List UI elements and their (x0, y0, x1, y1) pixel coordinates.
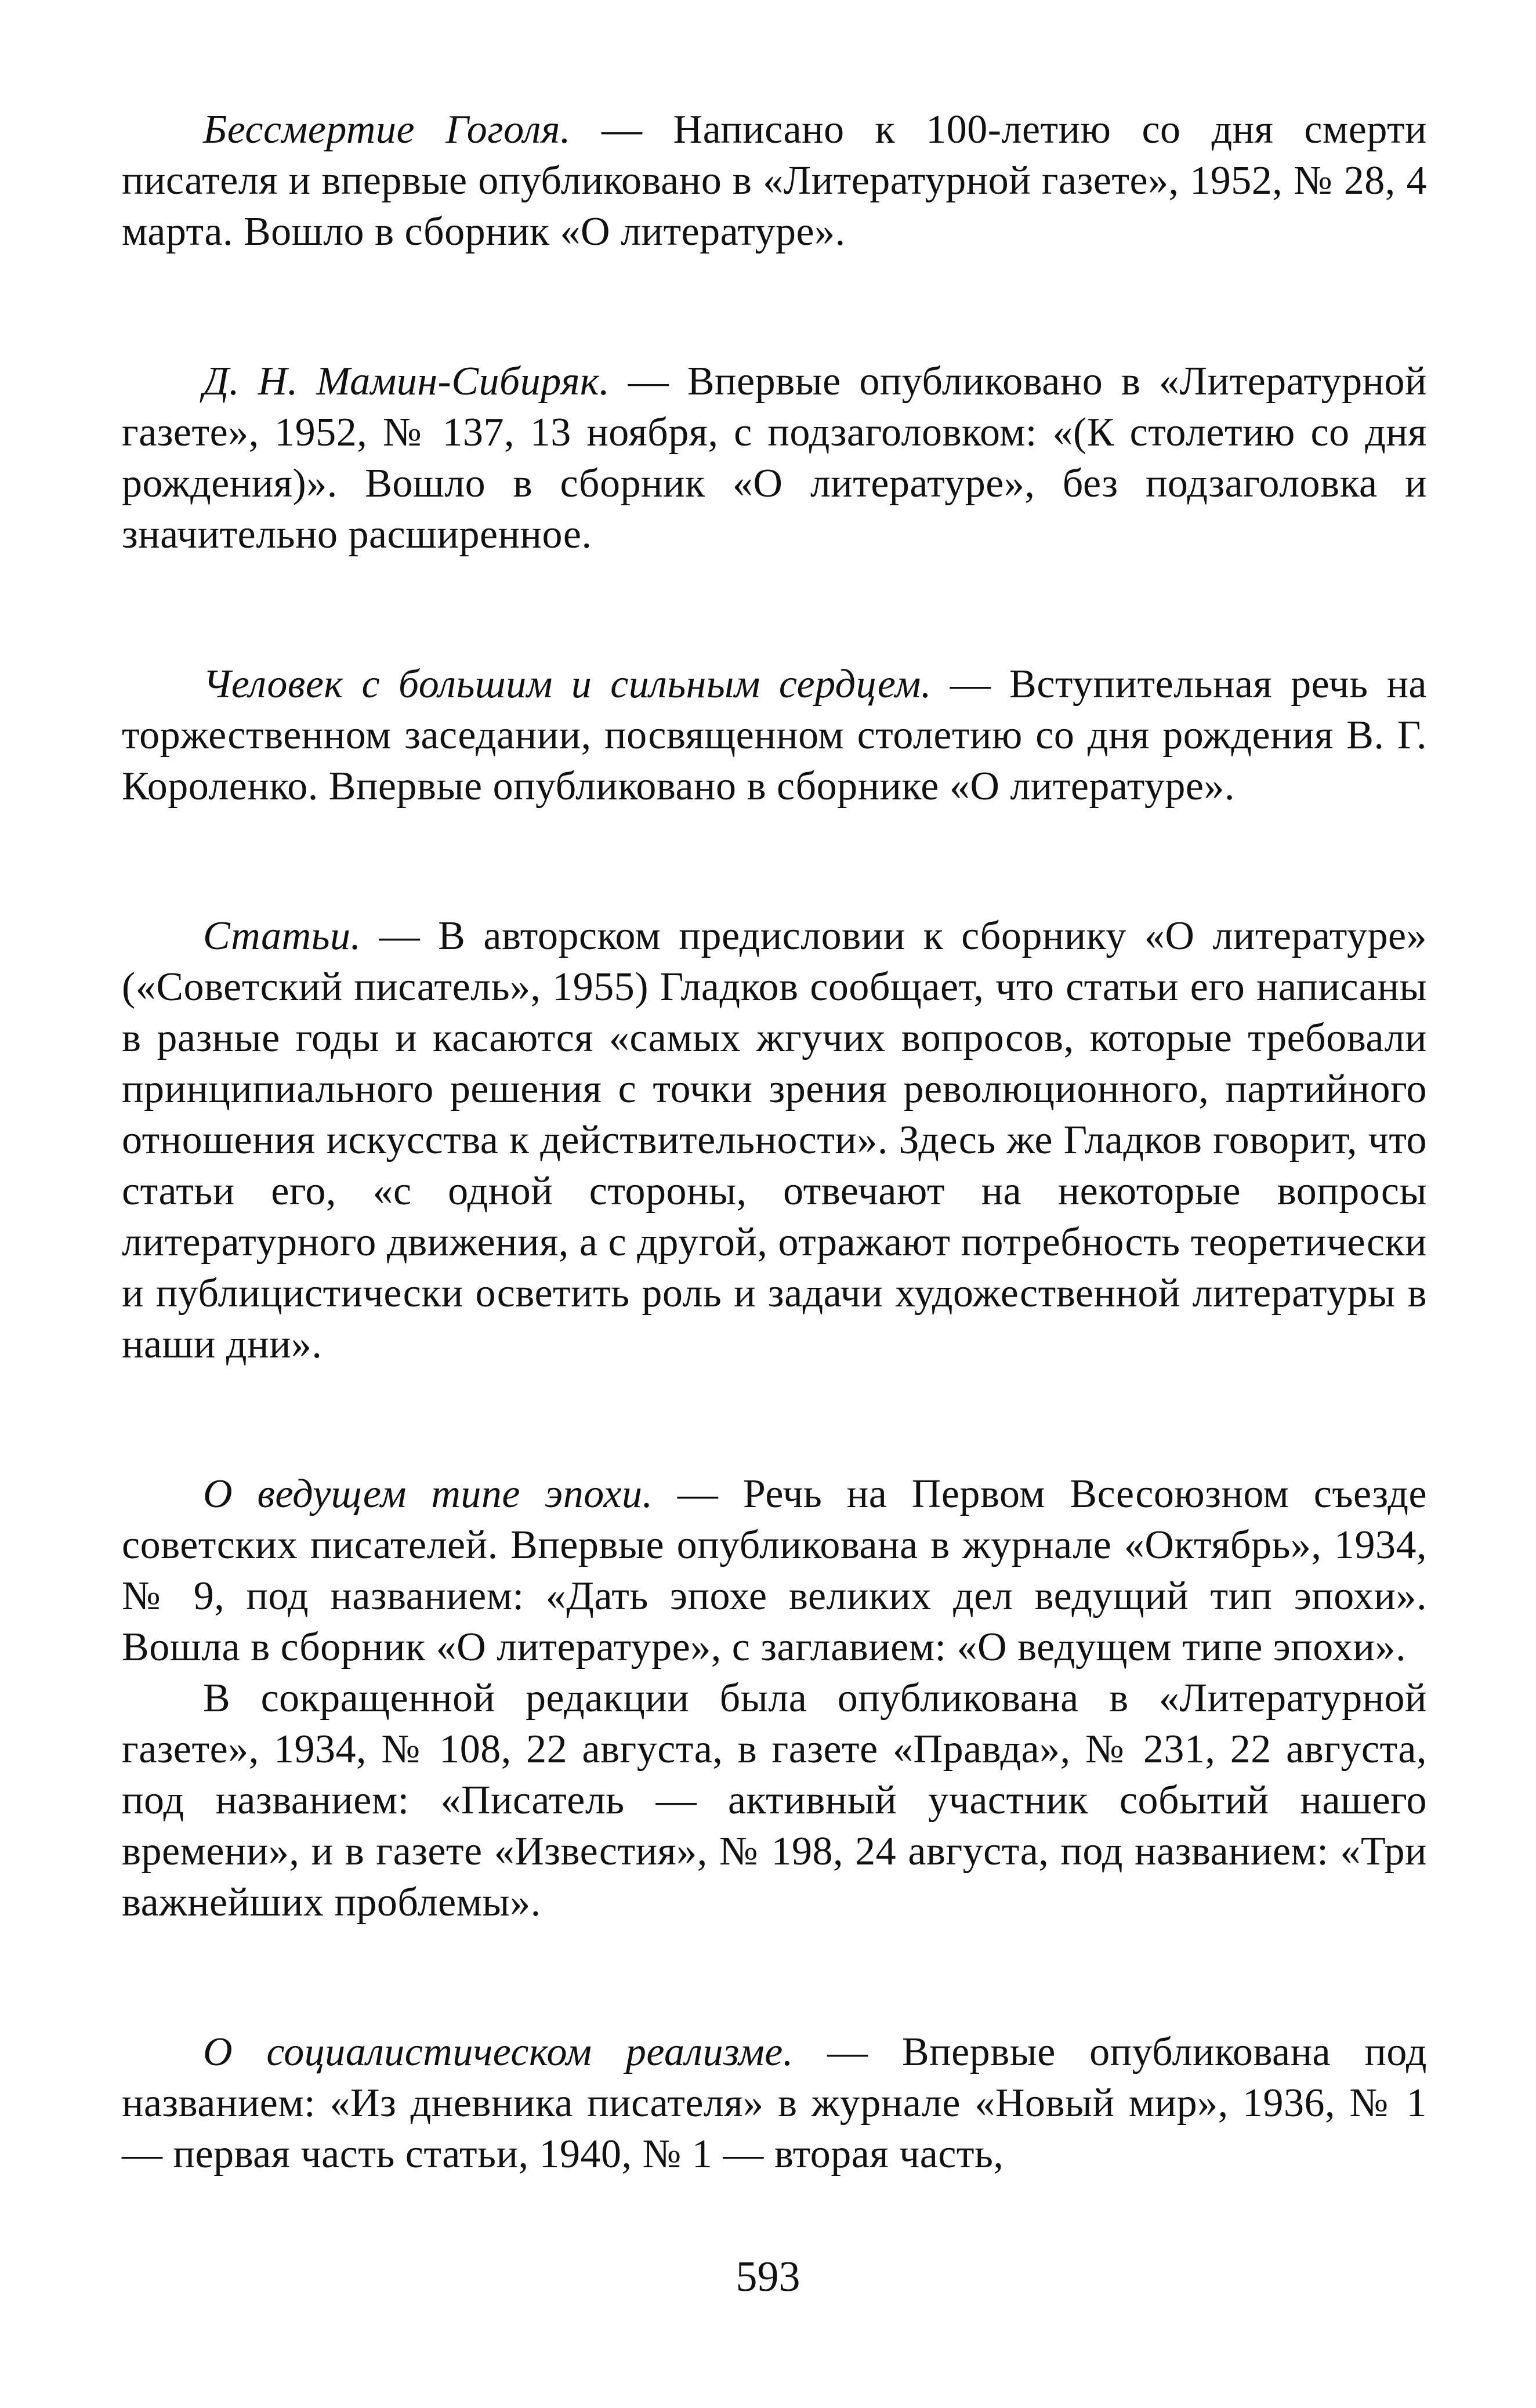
entry-text: — Речь на Первом Всесоюзном съезде советских писателей. Впервые опубликована в журнале «Октябрь», 1934, № 9, под названием: «Дать эпохе великих дел ведущий тип эпохи». Вошла в сборник «О литературе», с заглавием: «О ведущем типе эпохи». (122, 1472, 1428, 1670)
entry-paragraph (122, 104, 1427, 258)
commentary-entry-leading-type (122, 1469, 1427, 1928)
entry-text: — Вступительная речь на торжественном заседании, посвященном столетию со дня рождения В. Г. Короленко. Впервые опубликовано в сборнике «О литературе». (122, 662, 1428, 809)
entry-paragraph: В сокращенной редакции была опубликована в «Литературной газете», 1934, № 108, 22 августа, в газете «Правда», № 231, 22 августа, под названием: «Писатель — активный участник событий нашего времени», и в газете «Известия», № 198, 24 августа, под названием: «Три важнейших проблемы». (122, 1676, 1427, 1925)
entry-paragraph (122, 2027, 1427, 2180)
entry-paragraph (122, 1469, 1427, 1673)
commentary-entry-korolenko (122, 659, 1427, 812)
entry-paragraph (122, 356, 1427, 560)
entry-title: Человек с большим и сильным сердцем. (203, 662, 932, 707)
entry-title: О социалистическом реализме. (203, 2030, 794, 2074)
entry-title: О ведущем типе эпохи. (203, 1472, 653, 1516)
entry-title: Д. Н. Мамин-Сибиряк. (203, 359, 610, 404)
commentary-entry-articles (122, 911, 1427, 1370)
entry-paragraph (122, 911, 1427, 1370)
entry-paragraph (122, 659, 1427, 812)
entry-text: — Впервые опубликована под названием: «Из дневника писателя» в журнале «Новый мир», 1936, № 1 — первая часть статьи, 1940, № 1 — вторая часть, (122, 2030, 1427, 2177)
commentary-entry-socialist-realism (122, 2027, 1427, 2180)
commentary-entry-mamin-sibiryak (122, 356, 1427, 560)
entry-text: — Впервые опубликовано в «Литературной газете», 1952, № 137, 13 ноября, с подзаголовком: «(К столетию со дня рождения)». Вошло в сборник «О литературе», без подзаголовка и значительно расширенное. (122, 359, 1427, 557)
entry-title: Статьи. (203, 914, 361, 958)
entry-title: Бессмертие Гоголя. (203, 107, 571, 152)
document-page (122, 104, 1427, 2180)
entry-text: — В авторском предисловии к сборнику «О литературе» («Советский писатель», 1955) Гладков сообщает, что статьи его написаны в разные годы и касаются «самых жгучих вопросов, которые требовали принципиального решения с точки зрения революционного, партийного отношения искусства к действительности». Здесь же Гладков говорит, что статьи его, «с одной стороны, отвечают на некоторые вопросы литературного движения, а с другой, отражают потребность теоретически и публицистически осветить роль и задачи художественной литературы в наши дни». (122, 914, 1428, 1367)
entry-text: — Написано к 100-летию со дня смерти писателя и впервые опубликовано в «Литературной газете», 1952, № 28, 4 марта. Вошло в сборник «О литературе». (122, 107, 1427, 254)
page-number: 593 (736, 2253, 800, 2301)
commentary-entry-gogol (122, 104, 1427, 258)
